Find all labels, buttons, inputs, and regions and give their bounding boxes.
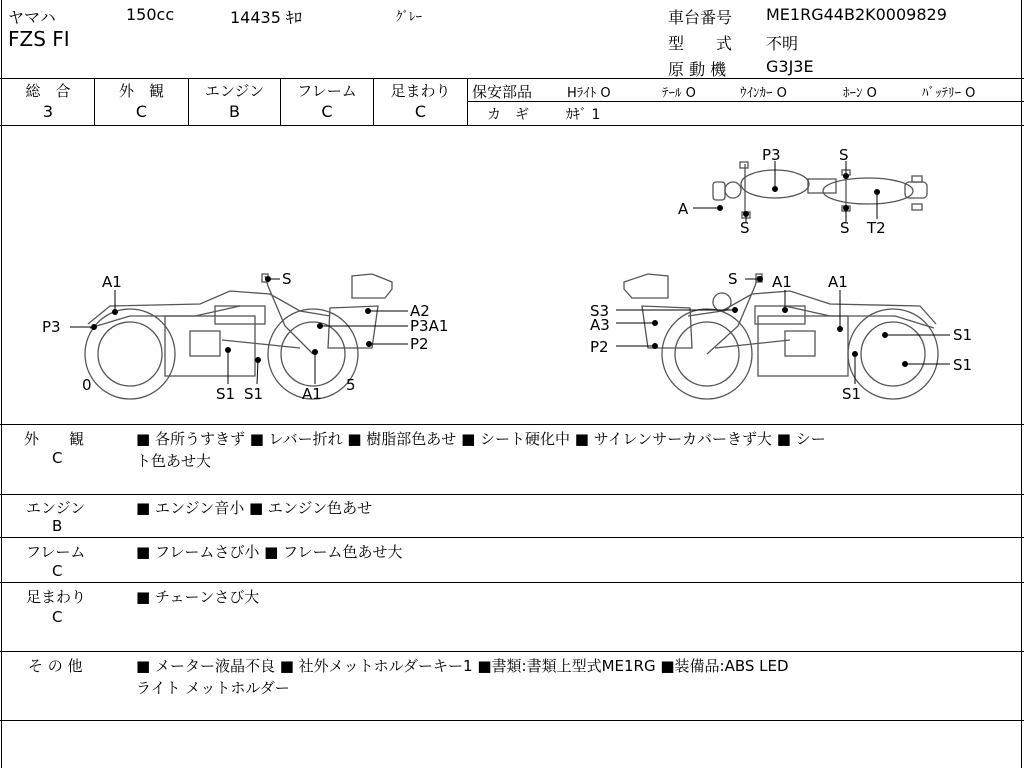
label-top-s1: S	[839, 146, 849, 164]
safety-label: 保安部品	[472, 83, 533, 101]
label-left-a2: A2	[410, 302, 430, 320]
grade-top-line	[0, 78, 1024, 79]
label-left-s1b: S1	[244, 385, 264, 403]
safety-mid-line	[467, 101, 1024, 102]
type-label: 型 式	[668, 34, 733, 53]
top-view-bike	[713, 162, 927, 218]
label-left-p3a1: P3A1	[410, 317, 449, 335]
safety-headlight: Hﾗｲﾄ O	[567, 86, 611, 101]
engine-model-value: G3J3E	[766, 57, 814, 76]
label-left-s: S	[282, 270, 292, 288]
safety-tail: ﾃｰﾙ O	[662, 86, 696, 101]
label-right-s1c: S1	[842, 385, 862, 403]
safety-battery: ﾊﾞｯﾃﾘｰ O	[922, 86, 976, 101]
label-right-a3: A3	[590, 316, 610, 334]
right-side-bike	[624, 274, 938, 399]
type-value: 不明	[766, 34, 799, 53]
remark-frame-text: ■ フレームさび小 ■ フレーム色あせ大	[136, 543, 403, 561]
label-right-s1a: S1	[953, 326, 973, 344]
remark-frame-grade: C	[52, 562, 63, 580]
color: ｸﾞﾚｰ	[396, 10, 422, 25]
remark-frame-label: フレーム	[26, 543, 86, 561]
key-value: ｶｷﾞ 1	[566, 107, 601, 123]
displacement: 150cc	[126, 5, 175, 24]
key-label: カ ギ	[487, 107, 529, 123]
label-left-5: 5	[346, 376, 356, 394]
remark-engine-label: エンジン	[26, 499, 86, 517]
maker: ヤマハ	[8, 8, 56, 27]
label-left-p3: P3	[42, 318, 61, 336]
label-top-s3: S	[840, 219, 850, 237]
safety-horn: ﾎｰﾝ O	[843, 86, 877, 101]
grade-engine: B	[229, 102, 240, 121]
safety-winker: ｳｲﾝｶｰ O	[740, 86, 787, 101]
remark-suspension-grade: C	[52, 608, 63, 626]
label-left-0: 0	[82, 376, 92, 394]
mileage: 14435 ｷﾛ	[230, 8, 302, 27]
label-right-a1a: A1	[772, 273, 792, 291]
label-left-a1: A1	[102, 273, 122, 291]
remark-suspension-text: ■ チェーンさび大	[136, 588, 260, 606]
remark-exterior-text: ■ 各所うすきず ■ レバー折れ ■ 樹脂部色あせ ■ シート硬化中 ■ サイレンサーカバーきず大 ■ シー	[136, 430, 826, 448]
label-left-p2: P2	[410, 335, 429, 353]
remark-other-text2: ライト メットホルダー	[136, 679, 290, 697]
grade-total: 3	[42, 102, 54, 121]
label-left-a1b: A1	[302, 385, 322, 403]
label-top-a: A	[678, 200, 689, 218]
grade-engine-label: エンジン	[204, 82, 265, 100]
remark-other-label: そ の 他	[28, 657, 83, 675]
label-right-p2: P2	[590, 338, 609, 356]
frame-no: ME1RG44B2K0009829	[766, 5, 947, 24]
grade-total-label: 総 合	[25, 82, 71, 100]
label-top-t2: T2	[867, 219, 886, 237]
grade-exterior: C	[135, 102, 148, 121]
label-top-s2: S	[740, 219, 750, 237]
label-right-s: S	[728, 270, 738, 288]
grade-suspension-label: 足まわり	[390, 82, 451, 100]
remark-other-text: ■ メーター液晶不良 ■ 社外メットホルダーキー1 ■書類:書類上型式ME1RG ■装備品:ABS LED	[136, 657, 789, 675]
frame-no-label: 車台番号	[668, 8, 733, 27]
label-top-p3: P3	[762, 146, 781, 164]
label-right-a1b: A1	[828, 273, 848, 291]
label-right-s3: S3	[590, 302, 610, 320]
remark-exterior-label: 外 観	[24, 430, 85, 448]
label-left-s1a: S1	[216, 385, 236, 403]
grade-suspension: C	[414, 102, 427, 121]
grade-frame-label: フレーム	[297, 82, 357, 100]
remark-exterior-grade: C	[52, 449, 63, 467]
remark-engine-grade: B	[52, 517, 63, 535]
model-name: FZS FI	[8, 27, 70, 51]
remark-engine-text: ■ エンジン音小 ■ エンジン色あせ	[136, 499, 373, 517]
grade-frame: C	[321, 102, 333, 121]
remark-suspension-label: 足まわり	[26, 588, 87, 606]
engine-model-label: 原 動 機	[668, 60, 727, 79]
label-right-s1b: S1	[953, 356, 973, 374]
remark-exterior-text2: ト色あせ大	[136, 452, 212, 470]
grade-exterior-label: 外 観	[118, 82, 164, 100]
damage-diagram	[0, 126, 1024, 424]
